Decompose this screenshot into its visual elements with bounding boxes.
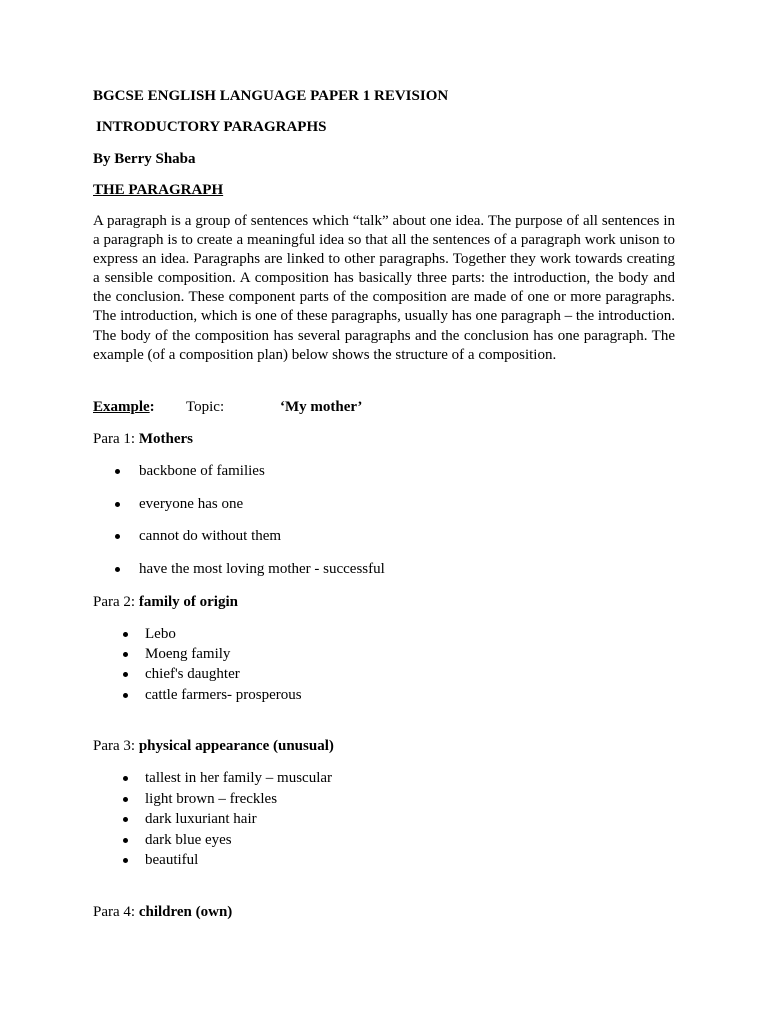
- para-prefix: Para 3:: [93, 738, 139, 754]
- para-heading-4: [93, 903, 232, 922]
- list-item: [145, 769, 332, 788]
- list-item-text: dark luxuriant hair: [145, 811, 257, 827]
- list-item: [145, 625, 176, 644]
- list-item: [145, 645, 230, 664]
- list-item-text: beautiful: [145, 852, 199, 868]
- bullet-icon: [123, 672, 128, 677]
- list-item-text: cattle farmers- prosperous: [145, 687, 302, 703]
- list-item: [139, 527, 281, 546]
- example-colon: :: [149, 399, 155, 415]
- para-heading-3: [93, 737, 334, 756]
- bullet-icon: [115, 567, 120, 572]
- list-item: [145, 810, 257, 829]
- list-item: [145, 851, 198, 870]
- bullet-icon: [123, 858, 128, 863]
- para-prefix: Para 4:: [93, 904, 139, 920]
- topic-value: ‘My mother’: [280, 399, 363, 415]
- list-item: [139, 560, 385, 579]
- document-author: By Berry Shaba: [93, 151, 196, 167]
- bullet-icon: [115, 534, 120, 539]
- bullet-icon: [115, 502, 120, 507]
- para-title: Mothers: [138, 431, 193, 447]
- list-item-text: Lebo: [145, 626, 176, 642]
- bullet-icon: [115, 469, 120, 474]
- para-title: children (own): [138, 904, 233, 920]
- list-item: [145, 790, 277, 809]
- list-item: [139, 462, 265, 481]
- list-item-text: have the most loving mother - successful: [139, 561, 385, 577]
- para-title: family of origin: [138, 594, 238, 610]
- bullet-icon: [123, 632, 128, 637]
- list-item: [145, 686, 302, 705]
- list-item-text: chief's daughter: [145, 666, 240, 682]
- list-item: [145, 665, 240, 684]
- example-label: Example: [93, 399, 150, 415]
- document-page: [93, 0, 675, 1024]
- bullet-icon: [123, 838, 128, 843]
- list-item-text: Moeng family: [145, 646, 231, 662]
- section-heading: THE PARAGRAPH: [93, 182, 224, 198]
- example-row: [93, 398, 675, 417]
- paragraph-body: A paragraph is a group of sentences which “talk” about one idea. The purpose of all sentences in a paragraph is to create a meaningful idea so that all the sentences of a paragraph work unison to express an idea. Paragraphs are linked to other paragraphs. Together they work towards creating a sensible composition. A composition has basically three parts: the introduction, the body and the conclusion. These component parts of the composition are made of one or more paragraphs. The introduction, which is one of these paragraphs, usually has one paragraph – the introduction. The body of the composition has several paragraphs and the conclusion has one paragraph. The example (of a composition plan) below shows the structure of a composition.: [93, 213, 675, 363]
- list-item-text: everyone has one: [139, 496, 244, 512]
- para-prefix: Para 2:: [93, 594, 139, 610]
- document-subtitle: INTRODUCTORY PARAGRAPHS: [96, 119, 327, 135]
- list-item-text: tallest in her family – muscular: [145, 770, 333, 786]
- list-item-text: cannot do without them: [139, 528, 282, 544]
- para-prefix: Para 1:: [93, 431, 139, 447]
- list-item: [139, 495, 243, 514]
- para-title: physical appearance (unusual): [138, 738, 334, 754]
- list-item-text: dark blue eyes: [145, 832, 232, 848]
- bullet-icon: [123, 797, 128, 802]
- bullet-icon: [123, 652, 128, 657]
- topic-label: Topic:: [186, 399, 225, 415]
- para-heading-1: [93, 430, 193, 449]
- bullet-icon: [123, 817, 128, 822]
- bullet-icon: [123, 693, 128, 698]
- list-item: [145, 831, 232, 850]
- document-title: BGCSE ENGLISH LANGUAGE PAPER 1 REVISION: [93, 88, 449, 104]
- list-item-text: backbone of families: [139, 463, 265, 479]
- para-heading-2: [93, 593, 238, 612]
- list-item-text: light brown – freckles: [145, 791, 278, 807]
- bullet-icon: [123, 776, 128, 781]
